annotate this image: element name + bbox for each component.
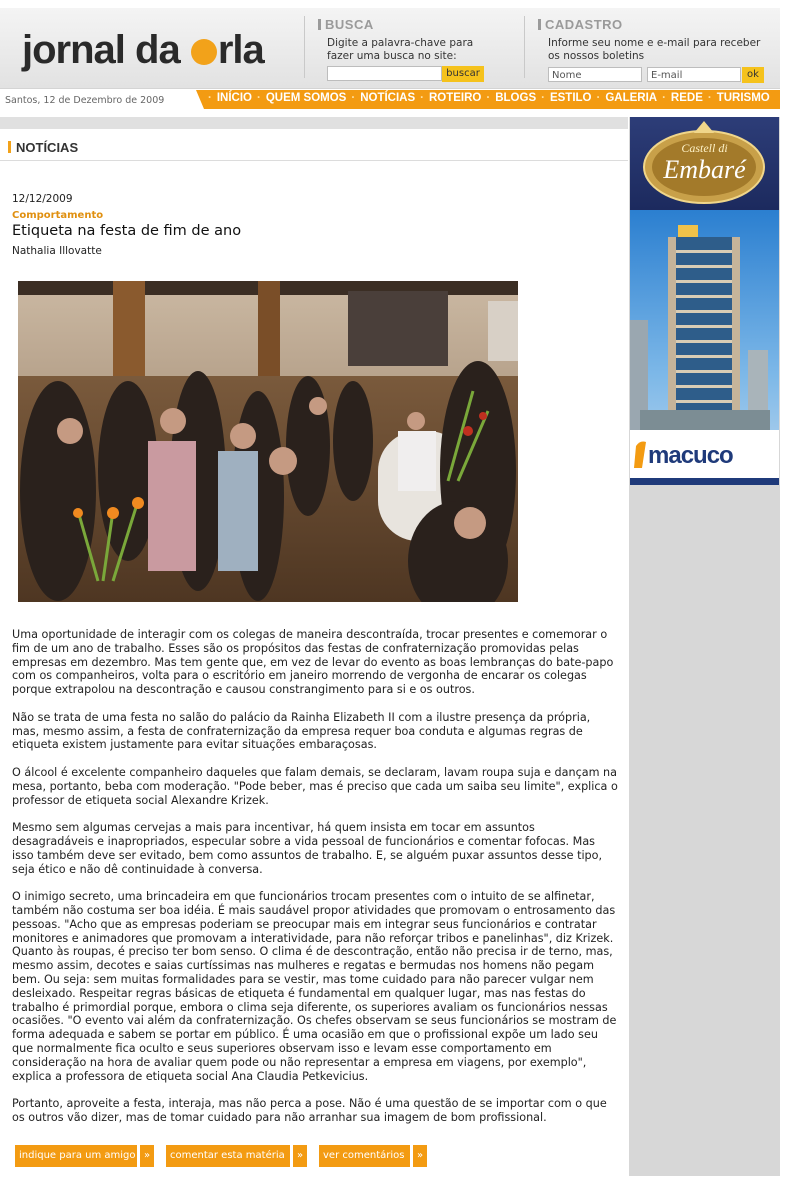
email-field[interactable]: E-mail: [647, 67, 741, 82]
ad1-line2: Embaré: [663, 155, 746, 184]
section-title-text: NOTÍCIAS: [16, 140, 79, 155]
article-paragraph: Uma oportunidade de interagir com os colegas de maneira descontraída, trocar presentes e comemorar o fim de um ano de trabalho. Esses são os propósitos das festas de confraternização promovidas pelas empresas em dezembro. Mas tem gente que, em vez de levar do evento as boas lembranças do bate-papo com os companheiros, volta para o escritório em janeiro morrendo de vergonha de encarar os colegas porque extrapolou na descontração e causou constrangimento para si e os outros.: [12, 628, 614, 697]
ad-castell-di-embare[interactable]: [630, 117, 779, 210]
signup-panel-title: [538, 17, 623, 32]
article-paragraph: Portanto, aproveite a festa, interaja, mas não perca a pose. Não é uma questão de se importar com o que os outros vão dizer, mas de tomar cuidado para não arranhar sua imagem de bom profissional.: [12, 1097, 607, 1124]
search-input[interactable]: [327, 66, 442, 81]
nav-separator: ·: [351, 92, 356, 104]
logo-text-end: rla: [217, 28, 264, 72]
site-header: [0, 8, 780, 89]
nav-item-quem-somos[interactable]: QUEM SOMOS: [265, 92, 347, 104]
view-comments-button[interactable]: ver comentários: [319, 1145, 410, 1167]
search-description: Digite a palavra-chave para fazer uma busca no site:: [327, 37, 474, 62]
header-divider: [524, 16, 525, 78]
article-paragraph: Não se trata de uma festa no salão do palácio da Rainha Elizabeth II com a ilustre presença da própria, mas, mesmo assim, a festa de confraternização da empresa requer boa conduta e algumas regras de etiqueta existem justamente para evitar situações embaraçosas.: [12, 710, 591, 752]
nav-separator: ·: [420, 92, 424, 104]
header-divider: [304, 16, 305, 78]
comment-button[interactable]: comentar esta matéria: [166, 1145, 290, 1167]
name-field[interactable]: Nome: [548, 67, 642, 82]
current-date: Santos, 12 de Dezembro de 2009: [5, 95, 165, 106]
nav-separator: ·: [208, 92, 212, 104]
view-comments-arrow-icon[interactable]: »: [413, 1145, 427, 1167]
article-author: Nathalia Illovatte: [12, 245, 102, 257]
recommend-button[interactable]: indique para um amigo: [15, 1145, 137, 1167]
nav-item-blogs[interactable]: BLOGS: [495, 92, 537, 104]
article-paragraph: O inimigo secreto, uma brincadeira em que funcionários trocam presentes com o intuito de se alfinetar, também não costuma ser boa idéia. É mais saudável propor atividades que promovam o entrosamento das pessoas. "Acho que as empresas poderiam se preocupar mais em integrar seus funcionários e contratar monitores e animadores que promovam a interatividade, para não reforçar tribos e panelinhas", diz Krizek. Quanto às roupas, é preciso ter bom senso. O clima é de descontração, então não precisa ir de terno, mas, mesmo assim, decotes e saias curtíssimas nas mulheres e regatas e bermudas nos homens não pegam bem. Ou seja: sem muitas formalidades para se vestir, mas tome cuidado para não parecer vulgar nem desleixado. Respeitar regras básicas de etiqueta é fundamental em qualquer lugar, mas nas festas do trabalho é primordial porque, embora o clima seja diferente, os superiores avaliam os funcionários nessas ocasiões. "O evento vai além da confraternização. Os chefes observam se seus funcionários se mostram de forma adequada e sabem se portar em público. É uma ocasião em que o profissional expõe um lado seu que normalmente fica oculto e seus superiores observam isso e levam esse comportamento em consideração na hora de avaliar quem pode ou não representar a empresa em viagens, por exemplo", explica a professora de etiqueta social Ana Claudia Petkevicius.: [12, 890, 617, 1083]
ad2-brand: macuco: [648, 442, 733, 469]
search-title-text: BUSCA: [325, 17, 374, 32]
nav-separator: ·: [596, 92, 601, 104]
article-paragraph: Mesmo sem algumas cervejas a mais para incentivar, há quem insista em tocar em assuntos desagradáveis e inapropriados, especular sobre a vida pessoal de funcionários e comentar fofocas. Mas isso também deve ser evitado, bem como assuntos de trabalho. E, se alguém puxar assuntos desse tipo, seja ético e não dê continuidade à conversa.: [12, 821, 603, 876]
signup-title-text: CADASTRO: [545, 17, 623, 32]
article-date: 12/12/2009: [12, 193, 73, 205]
nav-item-roteiro[interactable]: ROTEIRO: [428, 92, 482, 104]
logo-text-start: jornal da: [22, 28, 190, 72]
signup-description: Informe seu nome e e-mail para receber os nossos boletins: [548, 37, 761, 62]
recommend-arrow-icon[interactable]: »: [140, 1145, 154, 1167]
site-logo[interactable]: [22, 28, 264, 73]
title-bar-icon: [538, 19, 541, 30]
search-panel-title: [318, 17, 374, 32]
article-paragraph: O álcool é excelente companheiro daqueles que falam demais, se declaram, lavam roupa suja e dançam na mesa, portanto, beba com moderação. "Pode beber, mas é preciso que cada um saiba seu limite", explica o professor de etiqueta social Alexandre Krizek.: [12, 765, 618, 807]
search-button[interactable]: buscar: [442, 66, 484, 82]
nav-separator: ·: [486, 92, 491, 104]
title-bar-icon: [318, 19, 321, 30]
article-body: [12, 628, 619, 1138]
nav-item-turismo[interactable]: TURISMO: [716, 92, 770, 104]
nav-separator: ·: [256, 92, 261, 104]
ad-macuco-building[interactable]: [630, 210, 779, 485]
nav-separator: ·: [707, 92, 712, 104]
nav-separator: ·: [662, 92, 666, 104]
section-bar-icon: [8, 141, 11, 153]
content-top-strip: [0, 117, 628, 129]
nav-separator: ·: [541, 92, 545, 104]
nav-item-rede[interactable]: REDE: [670, 92, 703, 104]
party-crowd-image: [18, 281, 518, 602]
section-title: [8, 140, 78, 155]
ad1-line1: Castell di: [681, 141, 728, 155]
nav-item-estilo[interactable]: ESTILO: [549, 92, 592, 104]
article-photo: [18, 281, 518, 602]
comment-arrow-icon[interactable]: »: [293, 1145, 307, 1167]
nav-item-inicio[interactable]: INÍCIO: [216, 92, 252, 104]
nav-item-noticias[interactable]: NOTÍCIAS: [360, 92, 416, 104]
nav-item-galeria[interactable]: GALERIA: [605, 92, 658, 104]
article-category[interactable]: Comportamento: [12, 210, 104, 221]
logo-orange-dot-icon: [191, 39, 217, 65]
signup-ok-button[interactable]: ok: [742, 67, 764, 83]
article-title: Etiqueta na festa de fim de ano: [12, 223, 242, 239]
section-divider: [0, 160, 628, 161]
main-nav: [208, 92, 775, 104]
